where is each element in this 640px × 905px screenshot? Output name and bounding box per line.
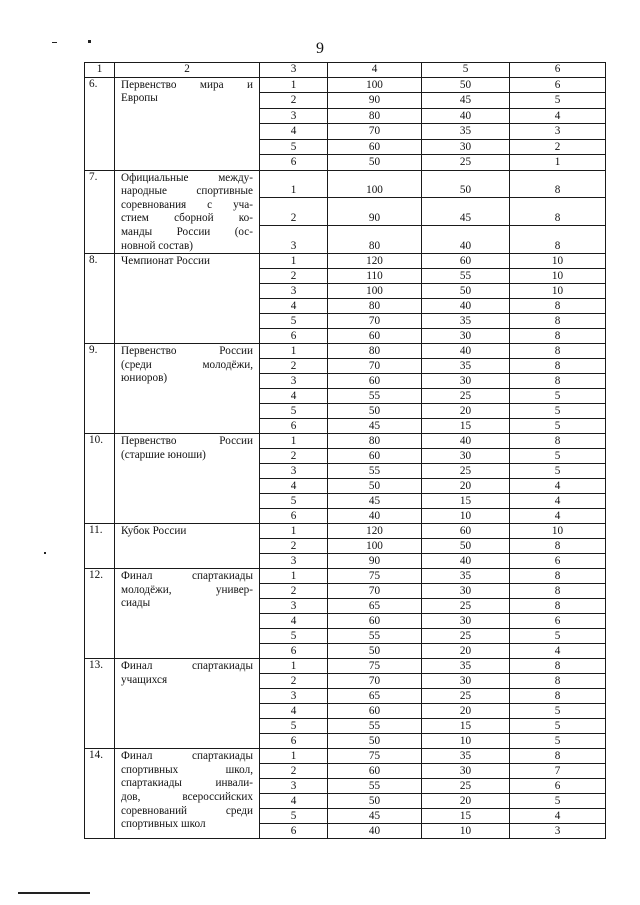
points-cell: 10 <box>510 269 606 284</box>
competition-name-line: народные спортивные <box>121 185 253 198</box>
place-cell: 2 <box>260 449 328 464</box>
competition-name <box>115 254 260 344</box>
points-cell: 30 <box>422 584 510 599</box>
points-cell: 40 <box>422 299 510 314</box>
competition-name-line: спортивных школ <box>121 818 206 831</box>
points-cell: 5 <box>510 93 606 109</box>
table-row <box>85 254 606 269</box>
competition-name-line: учащихся <box>121 673 168 686</box>
points-cell: 8 <box>510 689 606 704</box>
competition-name-line: новной состав) <box>121 239 194 252</box>
place-cell: 5 <box>260 629 328 644</box>
competition-name-line: (старшие юноши) <box>121 448 206 461</box>
points-cell: 35 <box>422 749 510 764</box>
header-cell: 1 <box>85 63 115 78</box>
competition-name <box>115 77 260 170</box>
points-cell: 75 <box>328 749 422 764</box>
points-cell: 120 <box>328 524 422 539</box>
points-cell: 45 <box>328 494 422 509</box>
points-cell: 80 <box>328 299 422 314</box>
place-cell: 4 <box>260 614 328 629</box>
points-cell: 40 <box>422 554 510 569</box>
points-cell: 25 <box>422 779 510 794</box>
place-cell: 1 <box>260 170 328 198</box>
points-cell: 4 <box>510 479 606 494</box>
points-cell: 8 <box>510 749 606 764</box>
section-number: 9. <box>85 344 115 434</box>
points-cell: 5 <box>510 419 606 434</box>
place-cell: 5 <box>260 494 328 509</box>
points-cell: 75 <box>328 569 422 584</box>
points-cell: 60 <box>422 254 510 269</box>
points-cell: 110 <box>328 269 422 284</box>
points-cell: 90 <box>328 93 422 109</box>
points-cell: 90 <box>328 198 422 226</box>
place-cell: 1 <box>260 344 328 359</box>
points-cell: 40 <box>422 344 510 359</box>
place-cell: 4 <box>260 704 328 719</box>
competition-name <box>115 659 260 749</box>
competition-name-line: Кубок России <box>121 525 187 538</box>
competition-name-line: юниоров) <box>121 372 168 385</box>
points-cell: 10 <box>510 284 606 299</box>
place-cell: 1 <box>260 434 328 449</box>
section-number: 14. <box>85 749 115 839</box>
place-cell: 1 <box>260 659 328 674</box>
competition-name <box>115 344 260 434</box>
table-row <box>85 77 606 93</box>
points-cell: 20 <box>422 479 510 494</box>
header-cell: 5 <box>422 63 510 78</box>
place-cell: 3 <box>260 689 328 704</box>
points-cell: 5 <box>510 704 606 719</box>
points-cell: 4 <box>510 108 606 124</box>
competition-name-line: Финал спартакиады <box>121 660 253 673</box>
place-cell: 2 <box>260 269 328 284</box>
points-cell: 70 <box>328 314 422 329</box>
points-cell: 50 <box>422 284 510 299</box>
table-row <box>85 344 606 359</box>
points-cell: 5 <box>510 404 606 419</box>
points-cell: 25 <box>422 689 510 704</box>
points-cell: 25 <box>422 464 510 479</box>
points-cell: 4 <box>510 509 606 524</box>
points-cell: 6 <box>510 779 606 794</box>
points-cell: 45 <box>422 198 510 226</box>
points-cell: 55 <box>328 389 422 404</box>
points-cell: 50 <box>422 170 510 198</box>
points-cell: 4 <box>510 644 606 659</box>
competition-name-line: соревнования с уча- <box>121 198 253 211</box>
points-cell: 6 <box>510 554 606 569</box>
points-cell: 10 <box>510 254 606 269</box>
points-cell: 6 <box>510 614 606 629</box>
competition-name <box>115 749 260 839</box>
header-cell: 6 <box>510 63 606 78</box>
table-row <box>85 569 606 584</box>
points-cell: 30 <box>422 329 510 344</box>
place-cell: 2 <box>260 674 328 689</box>
place-cell: 6 <box>260 734 328 749</box>
points-cell: 8 <box>510 344 606 359</box>
points-cell: 30 <box>422 614 510 629</box>
points-cell: 50 <box>328 404 422 419</box>
points-cell: 80 <box>328 434 422 449</box>
points-cell: 100 <box>328 539 422 554</box>
points-cell: 8 <box>510 314 606 329</box>
points-cell: 35 <box>422 314 510 329</box>
place-cell: 5 <box>260 719 328 734</box>
points-cell: 3 <box>510 824 606 839</box>
points-cell: 30 <box>422 449 510 464</box>
competition-name-line: молодёжи, универ- <box>121 583 253 596</box>
place-cell: 1 <box>260 77 328 93</box>
points-cell: 40 <box>422 226 510 254</box>
scan-speck <box>88 40 91 43</box>
table-row <box>85 659 606 674</box>
place-cell: 2 <box>260 539 328 554</box>
points-cell: 35 <box>422 659 510 674</box>
points-cell: 75 <box>328 659 422 674</box>
competition-name-line: стием сборной ко- <box>121 212 253 225</box>
scan-speck <box>44 552 46 554</box>
place-cell: 1 <box>260 569 328 584</box>
place-cell: 6 <box>260 509 328 524</box>
table-row <box>85 524 606 539</box>
competition-name-line: Европы <box>121 92 158 105</box>
points-cell: 60 <box>328 704 422 719</box>
points-cell: 8 <box>510 434 606 449</box>
points-cell: 120 <box>328 254 422 269</box>
scan-speck <box>52 42 57 43</box>
points-cell: 15 <box>422 719 510 734</box>
competition-name-line: Финал спартакиады <box>121 750 253 763</box>
points-cell: 25 <box>422 599 510 614</box>
place-cell: 1 <box>260 254 328 269</box>
points-cell: 8 <box>510 569 606 584</box>
points-cell: 2 <box>510 139 606 155</box>
section-number: 6. <box>85 77 115 170</box>
competition-name <box>115 170 260 254</box>
place-cell: 3 <box>260 554 328 569</box>
points-cell: 10 <box>422 509 510 524</box>
competition-name <box>115 569 260 659</box>
points-cell: 90 <box>328 554 422 569</box>
place-cell: 2 <box>260 359 328 374</box>
place-cell: 5 <box>260 404 328 419</box>
place-cell: 4 <box>260 389 328 404</box>
place-cell: 6 <box>260 329 328 344</box>
place-cell: 5 <box>260 314 328 329</box>
points-cell: 25 <box>422 389 510 404</box>
points-cell: 20 <box>422 644 510 659</box>
points-cell: 25 <box>422 155 510 171</box>
competition-name-line: (среди молодёжи, <box>121 358 253 371</box>
points-cell: 5 <box>510 449 606 464</box>
competition-name-line: дов, всероссийских <box>121 790 253 803</box>
points-cell: 60 <box>328 374 422 389</box>
points-cell: 45 <box>422 93 510 109</box>
place-cell: 2 <box>260 584 328 599</box>
points-cell: 55 <box>328 464 422 479</box>
points-cell: 3 <box>510 124 606 140</box>
points-cell: 5 <box>510 464 606 479</box>
points-cell: 4 <box>510 809 606 824</box>
points-cell: 80 <box>328 108 422 124</box>
points-cell: 100 <box>328 284 422 299</box>
points-cell: 5 <box>510 794 606 809</box>
points-cell: 8 <box>510 584 606 599</box>
points-cell: 60 <box>328 449 422 464</box>
place-cell: 5 <box>260 139 328 155</box>
competition-name-line: соревнований среди <box>121 804 253 817</box>
competition-name-line: Официальные между- <box>121 171 253 184</box>
points-cell: 35 <box>422 124 510 140</box>
points-cell: 50 <box>328 734 422 749</box>
section-number: 11. <box>85 524 115 569</box>
points-cell: 50 <box>328 479 422 494</box>
points-cell: 8 <box>510 226 606 254</box>
points-cell: 55 <box>328 779 422 794</box>
points-cell: 70 <box>328 674 422 689</box>
points-cell: 30 <box>422 764 510 779</box>
points-cell: 8 <box>510 539 606 554</box>
competition-name-line: Первенство мира и <box>121 78 253 91</box>
header-cell: 3 <box>260 63 328 78</box>
footnote-rule <box>18 892 90 894</box>
points-cell: 40 <box>422 108 510 124</box>
points-cell: 50 <box>328 644 422 659</box>
competition-name-line: Финал спартакиады <box>121 570 253 583</box>
place-cell: 4 <box>260 479 328 494</box>
points-cell: 15 <box>422 809 510 824</box>
competition-name-line: Первенство России <box>121 345 253 358</box>
place-cell: 3 <box>260 779 328 794</box>
points-cell: 8 <box>510 374 606 389</box>
points-cell: 35 <box>422 359 510 374</box>
competition-name-line: Первенство России <box>121 435 253 448</box>
points-cell: 70 <box>328 359 422 374</box>
place-cell: 6 <box>260 824 328 839</box>
points-cell: 1 <box>510 155 606 171</box>
points-cell: 30 <box>422 674 510 689</box>
points-cell: 40 <box>422 434 510 449</box>
place-cell: 3 <box>260 108 328 124</box>
section-number: 13. <box>85 659 115 749</box>
points-cell: 15 <box>422 419 510 434</box>
table-row <box>85 434 606 449</box>
points-cell: 8 <box>510 359 606 374</box>
points-cell: 4 <box>510 494 606 509</box>
points-cell: 60 <box>328 139 422 155</box>
header-cell: 4 <box>328 63 422 78</box>
points-cell: 65 <box>328 689 422 704</box>
points-cell: 30 <box>422 139 510 155</box>
section-number: 8. <box>85 254 115 344</box>
points-cell: 8 <box>510 198 606 226</box>
place-cell: 5 <box>260 809 328 824</box>
place-cell: 3 <box>260 464 328 479</box>
points-cell: 10 <box>422 824 510 839</box>
points-cell: 8 <box>510 659 606 674</box>
points-cell: 70 <box>328 124 422 140</box>
points-cell: 60 <box>328 764 422 779</box>
place-cell: 3 <box>260 284 328 299</box>
competition-name-line: спартакиады инвали- <box>121 777 253 790</box>
competition-name <box>115 434 260 524</box>
points-cell: 8 <box>510 170 606 198</box>
place-cell: 6 <box>260 155 328 171</box>
points-cell: 55 <box>328 629 422 644</box>
points-cell: 70 <box>328 584 422 599</box>
points-cell: 80 <box>328 226 422 254</box>
place-cell: 3 <box>260 374 328 389</box>
place-cell: 4 <box>260 299 328 314</box>
points-cell: 55 <box>422 269 510 284</box>
points-cell: 10 <box>510 524 606 539</box>
competition-name-line: Чемпионат России <box>121 255 210 268</box>
points-cell: 20 <box>422 704 510 719</box>
section-number: 10. <box>85 434 115 524</box>
place-cell: 6 <box>260 419 328 434</box>
points-cell: 5 <box>510 719 606 734</box>
points-cell: 50 <box>328 155 422 171</box>
points-cell: 65 <box>328 599 422 614</box>
results-table-body <box>85 63 606 839</box>
points-cell: 20 <box>422 404 510 419</box>
points-cell: 35 <box>422 569 510 584</box>
points-cell: 55 <box>328 719 422 734</box>
points-cell: 60 <box>328 614 422 629</box>
points-cell: 8 <box>510 329 606 344</box>
points-cell: 45 <box>328 809 422 824</box>
points-cell: 100 <box>328 77 422 93</box>
place-cell: 2 <box>260 198 328 226</box>
points-cell: 6 <box>510 77 606 93</box>
points-cell: 25 <box>422 629 510 644</box>
place-cell: 1 <box>260 749 328 764</box>
points-cell: 8 <box>510 599 606 614</box>
competition-name <box>115 524 260 569</box>
section-number: 12. <box>85 569 115 659</box>
points-cell: 60 <box>328 329 422 344</box>
points-cell: 30 <box>422 374 510 389</box>
points-cell: 45 <box>328 419 422 434</box>
points-cell: 40 <box>328 509 422 524</box>
table-row <box>85 749 606 764</box>
section-number: 7. <box>85 170 115 254</box>
points-cell: 50 <box>422 77 510 93</box>
place-cell: 6 <box>260 644 328 659</box>
points-cell: 15 <box>422 494 510 509</box>
place-cell: 2 <box>260 764 328 779</box>
points-cell: 5 <box>510 389 606 404</box>
points-cell: 60 <box>422 524 510 539</box>
points-cell: 80 <box>328 344 422 359</box>
competition-name-line: манды России (ос- <box>121 225 253 238</box>
header-row <box>85 63 606 78</box>
points-cell: 100 <box>328 170 422 198</box>
points-cell: 7 <box>510 764 606 779</box>
table-row <box>85 170 606 198</box>
points-cell: 5 <box>510 629 606 644</box>
competition-name-line: спортивных школ, <box>121 763 253 776</box>
points-cell: 8 <box>510 299 606 314</box>
results-table <box>84 62 606 839</box>
place-cell: 4 <box>260 124 328 140</box>
points-cell: 50 <box>422 539 510 554</box>
points-cell: 20 <box>422 794 510 809</box>
points-cell: 50 <box>328 794 422 809</box>
place-cell: 1 <box>260 524 328 539</box>
points-cell: 5 <box>510 734 606 749</box>
place-cell: 4 <box>260 794 328 809</box>
competition-name-line: сиады <box>121 597 151 610</box>
points-cell: 40 <box>328 824 422 839</box>
points-cell: 10 <box>422 734 510 749</box>
place-cell: 3 <box>260 599 328 614</box>
header-cell: 2 <box>115 63 260 78</box>
points-cell: 8 <box>510 674 606 689</box>
page-number: 9 <box>316 40 324 57</box>
place-cell: 3 <box>260 226 328 254</box>
place-cell: 2 <box>260 93 328 109</box>
